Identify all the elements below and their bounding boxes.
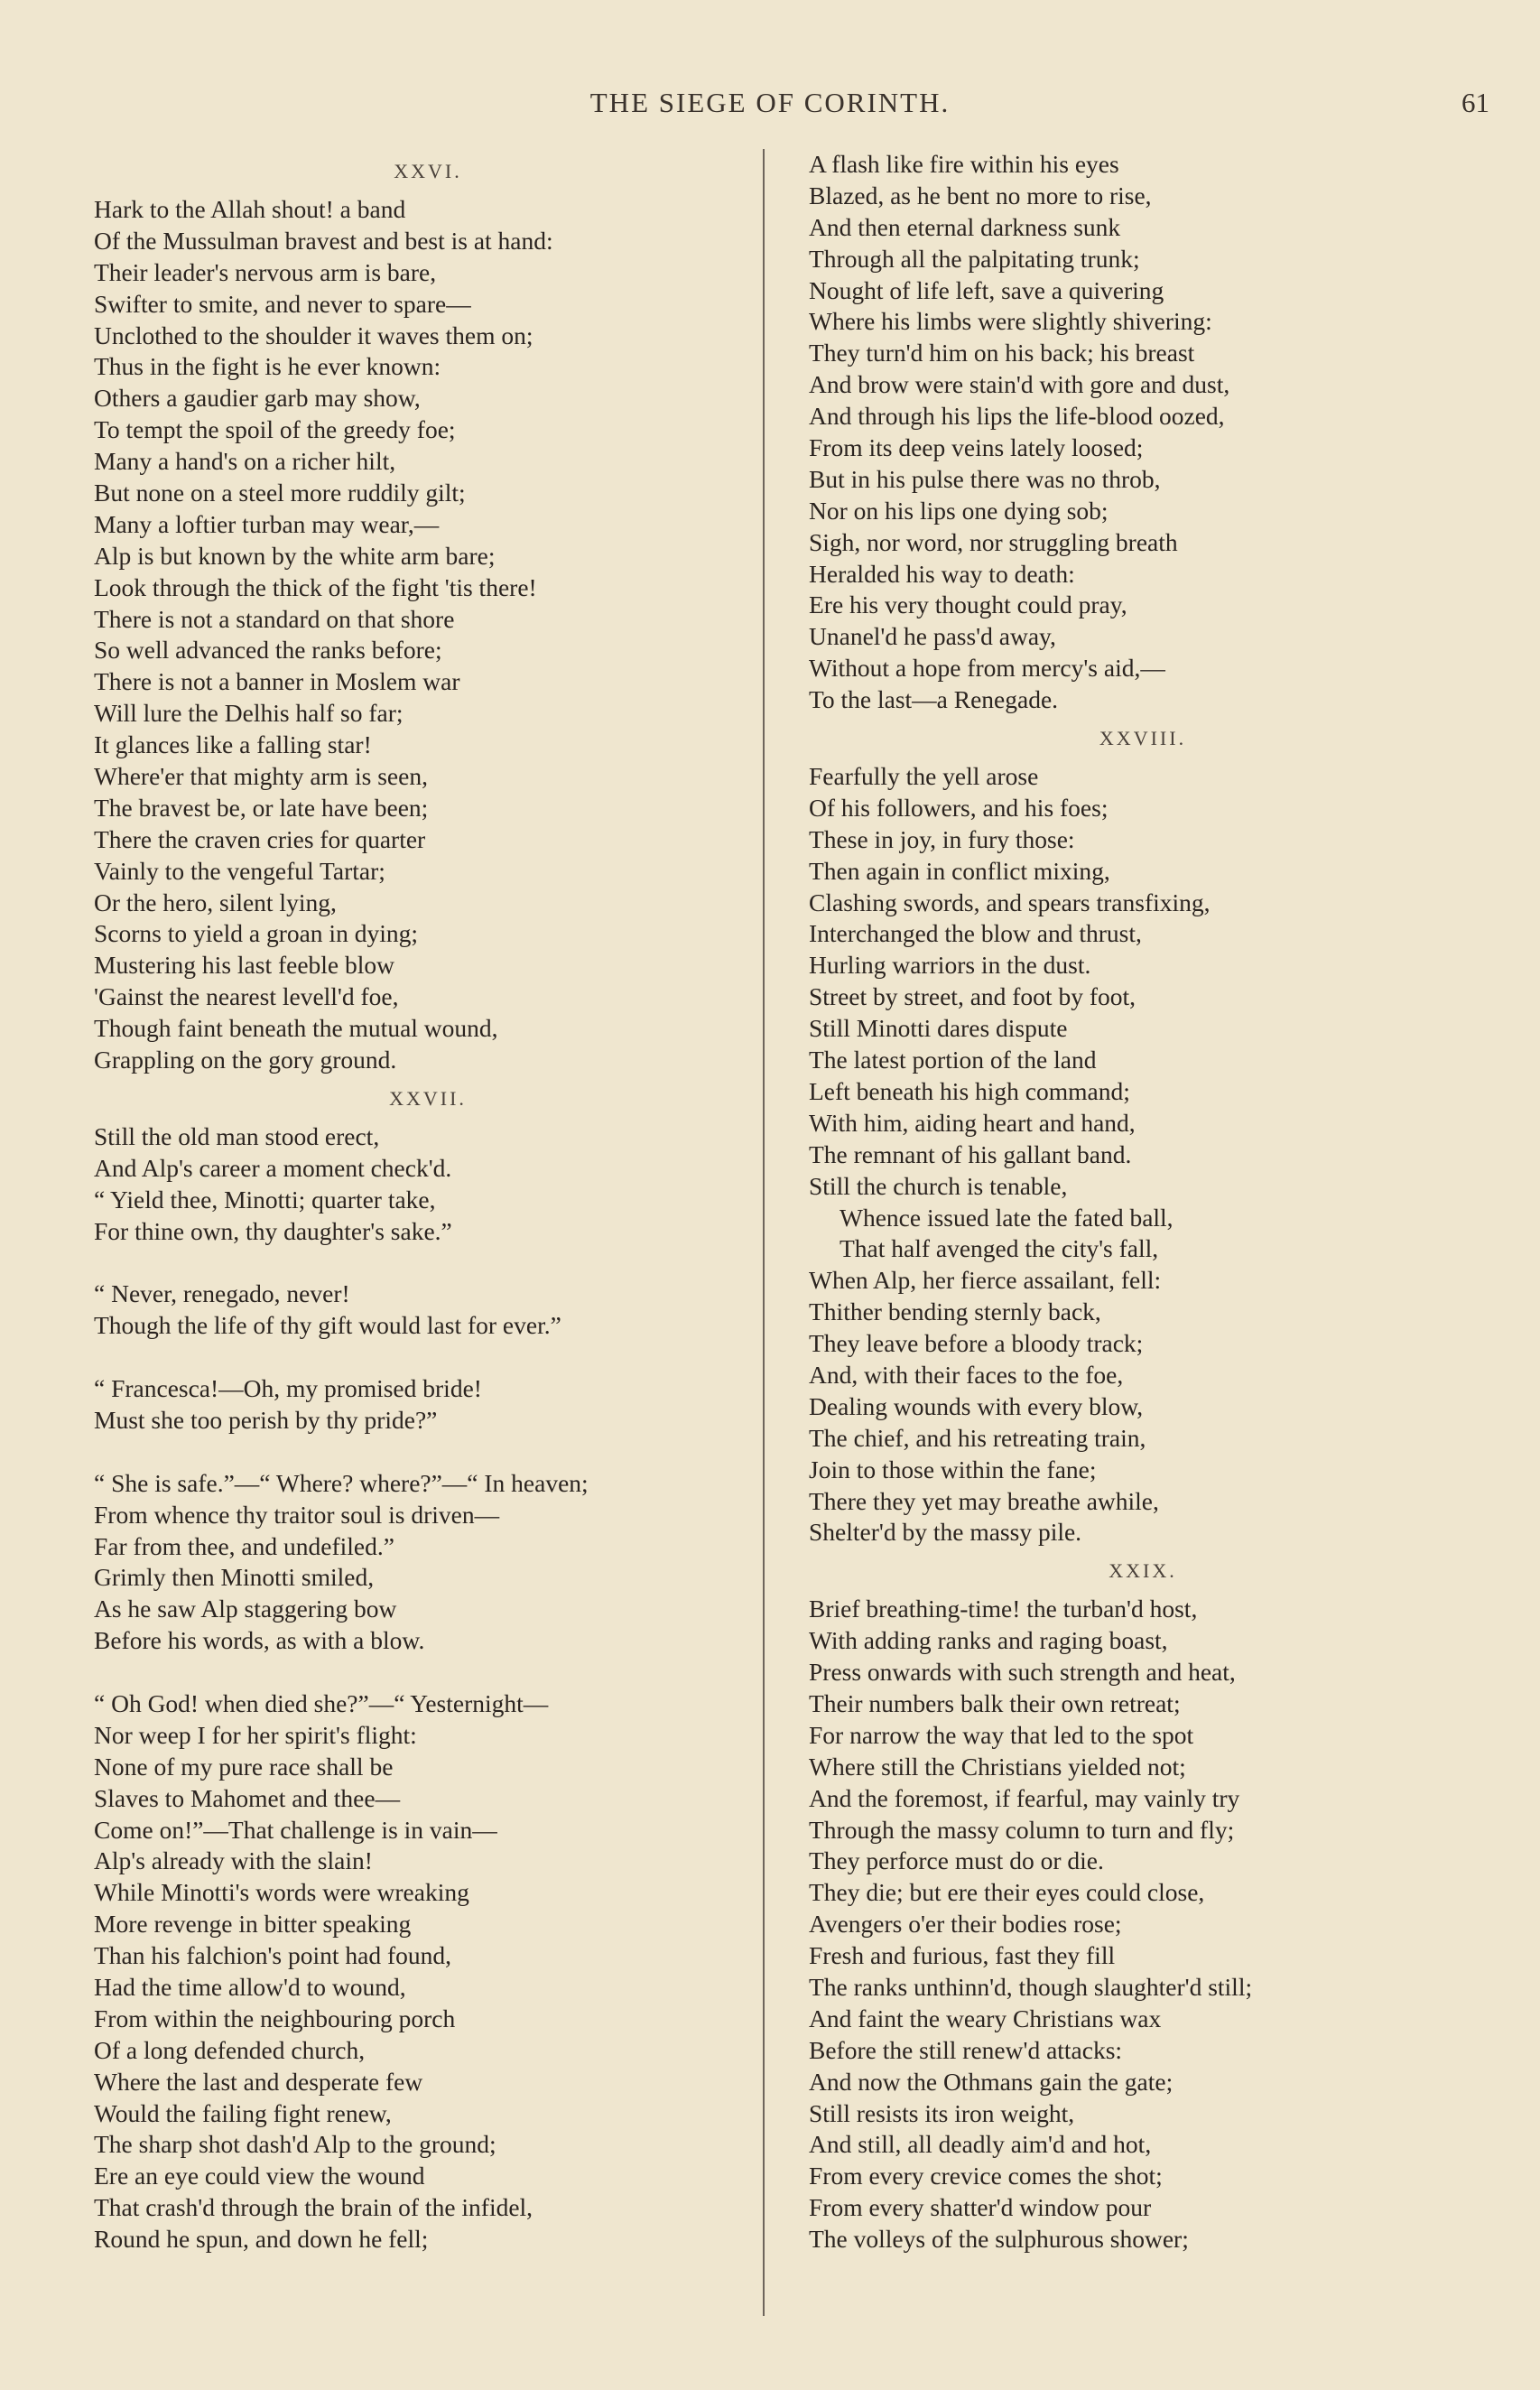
verse-line: Far from thee, and undefiled.” [94,1531,394,1560]
verse-line: Through the massy column to turn and fly; [809,1815,1235,1844]
section-number: XXVI. [394,160,462,182]
verse-line: Grappling on the gory ground. [94,1046,397,1074]
verse-line: The sharp shot dash'd Alp to the ground; [94,2130,496,2159]
verse-line: And then eternal darkness sunk [809,212,1121,241]
verse-line: As he saw Alp staggering bow [94,1595,397,1623]
verse-line: “ Yield thee, Minotti; quarter take, [94,1185,436,1214]
verse-line: To the last—a Renegade. [809,685,1059,714]
verse-line: Of a long defended church, [94,2035,366,2064]
verse-line: Brief breathing-time! the turban'd host, [809,1595,1198,1623]
verse-line: Would the failing fight renew, [94,2098,392,2127]
stanza [94,194,762,1076]
verse-line: Sigh, nor word, nor struggling breath [809,527,1178,556]
verse-line: Had the time allow'd to wound, [94,1972,406,2001]
verse-line: Alp is but known by the white arm bare; [94,541,496,570]
verse-line: They turn'd him on his back; his breast [809,339,1195,367]
verse-line: Though faint beneath the mutual wound, [94,1014,498,1043]
verse-line: Many a loftier turban may wear,— [94,509,440,538]
verse-line: That half avenged the city's fall, [840,1234,1159,1263]
verse-line: Mustering his last feeble blow [94,951,394,980]
verse-line: Scorns to yield a groan in dying; [94,919,418,948]
verse-line: And Alp's career a moment check'd. [94,1153,452,1182]
verse-line: Alp's already with the slain! [94,1846,373,1875]
verse-line: From every shatter'd window pour [809,2193,1152,2222]
verse-line: From every crevice comes the shot; [809,2162,1163,2190]
verse-line: The remnant of his gallant band. [809,1139,1132,1168]
verse-line: Nor weep I for her spirit's flight: [94,1720,417,1749]
verse-line: The chief, and his retreating train, [809,1423,1146,1452]
verse-line: Without a hope from mercy's aid,— [809,654,1165,683]
verse-line: Unanel'd he pass'd away, [809,622,1056,651]
verse-line: While Minotti's words were wreaking [94,1878,469,1907]
verse-line: Before his words, as with a blow. [94,1626,425,1655]
verse-line: Where his limbs were slightly shivering: [809,307,1212,336]
verse-line: But none on a steel more ruddily gilt; [94,479,466,507]
verse-line: Through all the palpitating trunk; [809,244,1140,273]
verse-line: Look through the thick of the fight 'tis there! [94,572,537,601]
verse-line: Their numbers balk their own retreat; [809,1688,1181,1717]
left-column [94,149,762,2255]
verse-line: Left beneath his high command; [809,1076,1130,1105]
verse-line: For thine own, thy daughter's sake.” [94,1216,452,1245]
verse-line: Interchanged the blow and thrust, [809,919,1142,948]
verse-line: Many a hand's on a richer hilt, [94,447,396,476]
verse-line: From within the neighbouring porch [94,2004,456,2032]
section-number: XXIX. [1109,1559,1177,1583]
verse-line: Than his falchion's point had found, [94,1941,451,1970]
verse-line: Clashing swords, and spears transfixing, [809,888,1211,916]
stanza [94,1688,762,2255]
verse-line: It glances like a falling star! [94,730,372,759]
verse-line: “ Oh God! when died she?”—“ Yesternight— [94,1688,549,1717]
right-column [809,149,1477,2255]
stanza [94,1279,762,1342]
verse-line: The volleys of the sulphurous shower; [809,2225,1189,2254]
verse-line: Ere an eye could view the wound [94,2162,425,2190]
running-head: THE SIEGE OF CORINTH. [589,87,951,118]
verse-line: They perforce must do or die. [809,1846,1104,1875]
verse-line: Nor on his lips one dying sob; [809,496,1109,525]
verse-line: Where still the Christians yielded not; [809,1752,1186,1781]
verse-line: They die; but ere their eyes could close, [809,1878,1205,1907]
verse-line: Though the life of thy gift would last for ever.” [94,1311,561,1340]
verse-line: And faint the weary Christians wax [809,2004,1162,2032]
stanza [809,149,1477,716]
verse-line: Fresh and furious, fast they fill [809,1941,1116,1970]
column-divider [763,149,765,2316]
verse-line: Street by street, and foot by foot, [809,982,1136,1011]
verse-line: From its deep veins lately loosed; [809,433,1144,462]
verse-line: These in joy, in fury those: [809,824,1075,853]
verse-line: Nought of life left, save a quivering [809,275,1164,304]
verse-line: That crash'd through the brain of the infidel, [94,2193,533,2222]
verse-line: A flash like fire within his eyes [809,150,1119,178]
verse-line: And the foremost, if fearful, may vainly try [809,1783,1240,1812]
verse-line: 'Gainst the nearest levell'd foe, [94,982,399,1011]
verse-line: The latest portion of the land [809,1046,1097,1074]
verse-line: Of his followers, and his foes; [809,793,1109,822]
verse-line: Come on!”—That challenge is in vain— [94,1815,497,1844]
verse-line: Unclothed to the shoulder it waves them on; [94,321,533,349]
page-number: 61 [1461,87,1489,118]
verse-line: None of my pure race shall be [94,1752,394,1781]
verse-line: But in his pulse there was no throb, [809,464,1161,493]
verse-line: And through his lips the life-blood oozed, [809,402,1225,431]
verse-line: Of the Mussulman bravest and best is at hand: [94,226,553,255]
verse-line: Will lure the Delhis half so far; [94,699,404,728]
verse-line: With him, aiding heart and hand, [809,1108,1136,1137]
verse-line: There is not a banner in Moslem war [94,667,460,696]
verse-line: Press onwards with such strength and heat, [809,1658,1236,1687]
verse-line: “ Francesca!—Oh, my promised bride! [94,1374,482,1403]
verse-line: Others a gaudier garb may show, [94,384,421,413]
stanza [94,1121,762,1248]
verse-line: Swifter to smite, and never to spare— [94,289,471,318]
verse-line: Still the old man stood erect, [94,1121,380,1150]
verse-line: “ Never, renegado, never! [94,1279,350,1308]
verse-line: And, with their faces to the foe, [809,1360,1124,1389]
verse-line: Hurling warriors in the dust. [809,951,1091,980]
verse-line: Fearfully the yell arose [809,762,1039,791]
verse-line: Thus in the fight is he ever known: [94,352,441,381]
verse-line: There they yet may breathe awhile, [809,1486,1159,1515]
verse-line: Still the church is tenable, [809,1171,1068,1200]
verse-line: More revenge in bitter speaking [94,1910,412,1939]
verse-line: Grimly then Minotti smiled, [94,1563,375,1592]
verse-line: And now the Othmans gain the gate; [809,2067,1174,2096]
verse-line: Before the still renew'd attacks: [809,2035,1123,2064]
verse-line: “ She is safe.”—“ Where? where?”—“ In heaven; [94,1468,589,1497]
verse-line: Shelter'd by the massy pile. [809,1518,1082,1547]
verse-line: Or the hero, silent lying, [94,888,337,916]
verse-line: For narrow the way that led to the spot [809,1720,1194,1749]
verse-line: Slaves to Mahomet and thee— [94,1783,401,1812]
verse-line: Dealing wounds with every blow, [809,1391,1144,1420]
verse-line: Blazed, as he bent no more to rise, [809,181,1152,209]
verse-line: Must she too perish by thy pride?” [94,1405,438,1434]
verse-line: To tempt the spoil of the greedy foe; [94,415,456,444]
verse-line: Where the last and desperate few [94,2067,423,2096]
verse-line: Their leader's nervous arm is bare, [94,257,437,286]
verse-line: Thither bending sternly back, [809,1297,1101,1326]
verse-line: And still, all deadly aim'd and hot, [809,2130,1152,2159]
verse-line: So well advanced the ranks before; [94,636,442,665]
verse-line: When Alp, her fierce assailant, fell: [809,1266,1162,1295]
verse-line: There the craven cries for quarter [94,824,426,853]
verse-line: The bravest be, or late have been; [94,793,429,822]
verse-line: They leave before a bloody track; [809,1329,1144,1358]
section-number: XXVII. [389,1086,467,1110]
verse-line: Round he spun, and down he fell; [94,2225,429,2254]
verse-line: There is not a standard on that shore [94,604,455,633]
verse-line: From whence thy traitor soul is driven— [94,1500,500,1529]
verse-line: The ranks unthinn'd, though slaughter'd still; [809,1972,1253,2001]
verse-line: Whence issued late the fated ball, [840,1203,1174,1232]
verse-line: Then again in conflict mixing, [809,856,1110,885]
verse-line: And brow were stain'd with gore and dust, [809,370,1230,399]
verse-line: Vainly to the vengeful Tartar; [94,856,385,885]
section-number: XXVIII. [1099,727,1187,750]
stanza [94,1468,762,1657]
verse-line: Ere his very thought could pray, [809,591,1127,619]
verse-line: Join to those within the fane; [809,1455,1097,1483]
verse-line: Still Minotti dares dispute [809,1014,1068,1043]
verse-line: Where'er that mighty arm is seen, [94,762,428,791]
stanza [809,1594,1477,2255]
verse-line: Hark to the Allah shout! a band [94,195,406,223]
stanza [94,1373,762,1437]
verse-line: Still resists its iron weight, [809,2098,1075,2127]
verse-line: Avengers o'er their bodies rose; [809,1910,1122,1939]
verse-line: Heralded his way to death: [809,559,1075,588]
verse-line: With adding ranks and raging boast, [809,1626,1168,1655]
stanza [809,761,1477,1548]
